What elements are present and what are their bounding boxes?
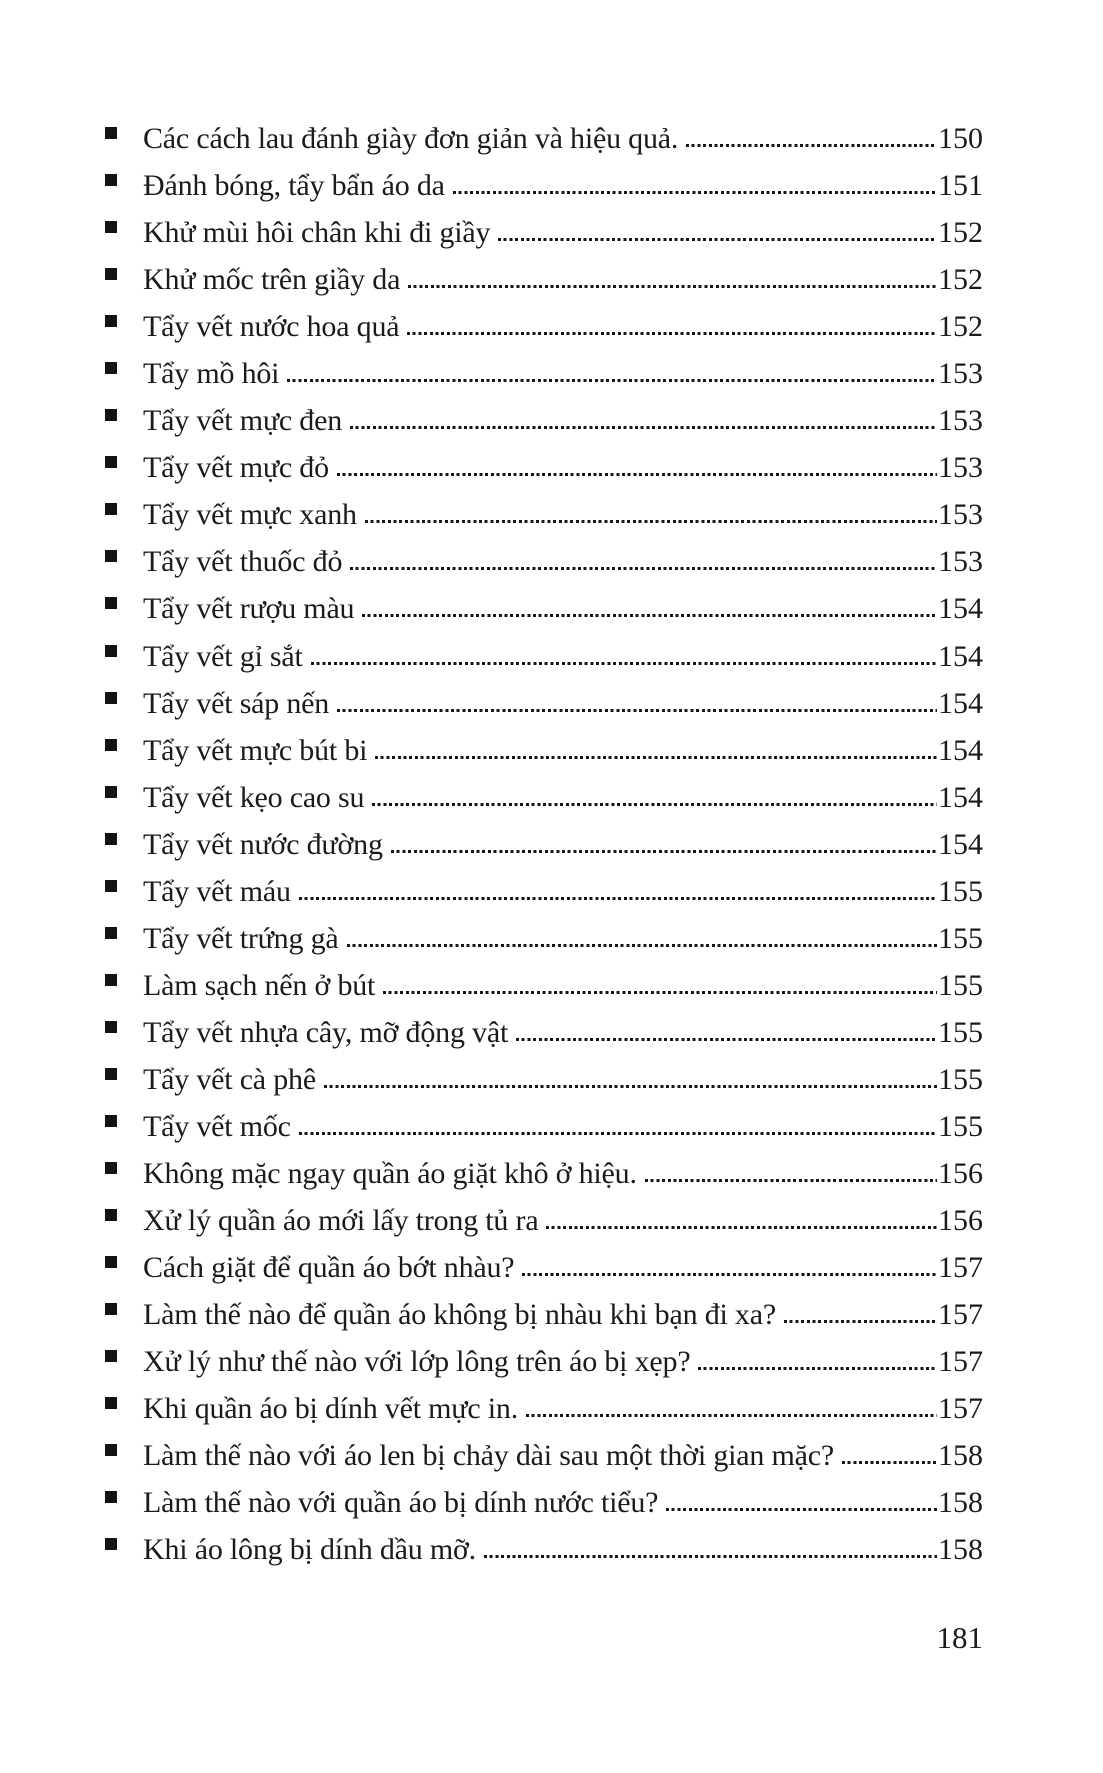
toc-entry-label: Tẩy vết thuốc đỏ	[143, 545, 343, 579]
toc-entry-page-number: 158	[938, 1533, 983, 1567]
toc-entry	[105, 212, 983, 259]
dot-leader	[784, 1320, 937, 1323]
dot-leader	[337, 473, 937, 476]
toc-entry	[105, 965, 983, 1012]
toc-entry-page-number: 154	[938, 780, 983, 814]
toc-entry-page-number: 150	[938, 122, 983, 155]
dot-leader	[347, 944, 938, 947]
toc-entry	[105, 730, 983, 777]
toc-entry-label: Tẩy vết sáp nến	[143, 686, 330, 720]
dot-leader	[350, 426, 937, 429]
bullet-square-icon	[105, 786, 117, 798]
dot-leader	[375, 756, 937, 759]
toc-entry-page-number: 155	[938, 921, 983, 955]
toc-entry-label: Làm sạch nến ở bút	[143, 968, 376, 1002]
toc-entry-label: Tẩy vết mực xanh	[143, 498, 357, 532]
bullet-square-icon	[105, 597, 117, 609]
toc-entry	[105, 918, 983, 965]
toc-entry-page-number: 151	[938, 169, 983, 203]
toc-entry	[105, 306, 983, 353]
dot-leader	[299, 897, 937, 900]
bullet-square-icon	[105, 550, 117, 562]
dot-leader	[299, 1132, 937, 1135]
toc-entry	[105, 777, 983, 824]
toc-entry	[105, 1059, 983, 1106]
bullet-square-icon	[105, 1538, 117, 1550]
toc-entry-label: Tẩy vết mực bút bi	[143, 733, 368, 767]
toc-entry	[105, 683, 983, 730]
toc-entry-label: Tẩy mồ hôi	[143, 357, 280, 391]
toc-entry-page-number: 155	[938, 1015, 983, 1049]
toc-entry	[105, 165, 983, 212]
dot-leader	[365, 520, 937, 523]
bullet-square-icon	[105, 1444, 117, 1456]
toc-entry-page-number: 152	[938, 263, 983, 297]
bullet-square-icon	[105, 927, 117, 939]
toc-entry-page-number: 155	[938, 1062, 983, 1096]
dot-leader	[311, 662, 937, 665]
toc-entry-label: Đánh bóng, tẩy bẩn áo da	[143, 169, 445, 203]
toc-entry	[105, 1200, 983, 1247]
toc-entry	[105, 259, 983, 306]
bullet-square-icon	[105, 1350, 117, 1362]
bullet-square-icon	[105, 503, 117, 515]
toc-entry-label: Tẩy vết mực đen	[143, 404, 343, 438]
toc-entry-page-number: 153	[938, 451, 983, 485]
toc-entry-label: Làm thế nào để quần áo không bị nhàu khi bạn đi xa?	[143, 1298, 776, 1332]
bullet-square-icon	[105, 174, 117, 186]
toc-entry-label: Tẩy vết rượu màu	[143, 592, 355, 626]
bullet-square-icon	[105, 409, 117, 421]
bullet-square-icon	[105, 1256, 117, 1268]
toc-entry	[105, 541, 983, 588]
dot-leader	[350, 567, 937, 570]
toc-entry-page-number: 153	[938, 498, 983, 532]
toc-entry	[105, 1153, 983, 1200]
toc-entry-page-number: 152	[938, 310, 983, 344]
toc-entry-label: Tẩy vết cà phê	[143, 1062, 316, 1096]
toc-entry-label: Tẩy vết nhựa cây, mỡ động vật	[143, 1015, 509, 1049]
bullet-square-icon	[105, 645, 117, 657]
toc-entry-label: Tẩy vết gỉ sắt	[143, 639, 303, 673]
toc-entry	[105, 1106, 983, 1153]
toc-entry-page-number: 153	[938, 545, 983, 579]
toc-entry	[105, 588, 983, 635]
toc-entry-label: Làm thế nào với quần áo bị dính nước tiểu?	[143, 1486, 659, 1520]
dot-leader	[686, 144, 937, 147]
bullet-square-icon	[105, 315, 117, 327]
dot-leader	[372, 803, 937, 806]
toc-list	[105, 118, 983, 1576]
bullet-square-icon	[105, 1303, 117, 1315]
folio-page-number: 181	[936, 1620, 983, 1655]
toc-entry-page-number: 154	[938, 686, 983, 720]
toc-entry	[105, 1482, 983, 1529]
toc-entry	[105, 400, 983, 447]
toc-entry-page-number: 155	[938, 968, 983, 1002]
toc-entry-label: Làm thế nào với áo len bị chảy dài sau một thời gian mặc?	[143, 1439, 834, 1473]
dot-leader	[666, 1508, 937, 1511]
toc-entry-label: Các cách lau đánh giày đơn giản và hiệu quả.	[143, 122, 679, 155]
toc-entry-page-number: 154	[938, 639, 983, 673]
toc-entry	[105, 353, 983, 400]
toc-entry-page-number: 156	[938, 1157, 983, 1191]
toc-entry-page-number: 157	[938, 1298, 983, 1332]
toc-entry-label: Tẩy vết nước đường	[143, 827, 383, 861]
toc-entry-page-number: 156	[938, 1204, 983, 1238]
toc-entry	[105, 1435, 983, 1482]
bullet-square-icon	[105, 692, 117, 704]
bullet-square-icon	[105, 1162, 117, 1174]
dot-leader	[546, 1226, 937, 1229]
toc-entry-page-number: 153	[938, 357, 983, 391]
toc-entry-label: Tẩy vết nước hoa quả	[143, 310, 400, 344]
toc-entry-label: Tẩy vết máu	[143, 874, 291, 908]
bullet-square-icon	[105, 221, 117, 233]
toc-entry	[105, 494, 983, 541]
dot-leader	[407, 332, 937, 335]
bullet-square-icon	[105, 1397, 117, 1409]
toc-entry-label: Tẩy vết mực đỏ	[143, 451, 329, 485]
bullet-square-icon	[105, 1209, 117, 1221]
dot-leader	[391, 850, 937, 853]
toc-entry-label: Cách giặt để quần áo bớt nhàu?	[143, 1251, 515, 1285]
toc-entry	[105, 636, 983, 683]
bullet-square-icon	[105, 1021, 117, 1033]
dot-leader	[842, 1461, 937, 1464]
toc-entry	[105, 1247, 983, 1294]
bullet-square-icon	[105, 127, 117, 139]
toc-entry	[105, 824, 983, 871]
toc-entry	[105, 1388, 983, 1435]
bullet-square-icon	[105, 1491, 117, 1503]
toc-entry	[105, 1529, 983, 1576]
dot-leader	[408, 285, 937, 288]
toc-entry-label: Tẩy vết mốc	[143, 1109, 291, 1143]
toc-entry-page-number: 154	[938, 733, 983, 767]
dot-leader	[453, 191, 937, 194]
toc-entry	[105, 447, 983, 494]
toc-entry-page-number: 157	[938, 1251, 983, 1285]
dot-leader	[698, 1367, 937, 1370]
bullet-square-icon	[105, 268, 117, 280]
toc-entry-label: Khi quần áo bị dính vết mực in.	[143, 1392, 518, 1426]
toc-entry-label: Xử lý quần áo mới lấy trong tủ ra	[143, 1204, 539, 1238]
toc-entry-page-number: 157	[938, 1392, 983, 1426]
toc-entry	[105, 1012, 983, 1059]
dot-leader	[383, 991, 937, 994]
bullet-square-icon	[105, 880, 117, 892]
toc-entry-label: Khử mùi hôi chân khi đi giầy	[143, 216, 491, 250]
bullet-square-icon	[105, 833, 117, 845]
toc-entry-label: Tẩy vết kẹo cao su	[143, 780, 365, 814]
toc-entry-page-number: 158	[938, 1439, 983, 1473]
toc-entry-label: Tẩy vết trứng gà	[143, 921, 339, 955]
toc-entry-page-number: 158	[938, 1486, 983, 1520]
dot-leader	[522, 1273, 937, 1276]
bullet-square-icon	[105, 362, 117, 374]
toc-entry-page-number: 157	[938, 1345, 983, 1379]
toc-entry	[105, 1341, 983, 1388]
bullet-square-icon	[105, 1068, 117, 1080]
toc-entry-label: Khi áo lông bị dính dầu mỡ.	[143, 1533, 476, 1567]
dot-leader	[516, 1038, 937, 1041]
toc-entry	[105, 1294, 983, 1341]
dot-leader	[484, 1555, 937, 1558]
toc-entry-page-number: 154	[938, 827, 983, 861]
toc-entry-label: Khử mốc trên giầy da	[143, 263, 401, 297]
dot-leader	[324, 1085, 937, 1088]
dot-leader	[645, 1179, 937, 1182]
dot-leader	[337, 709, 937, 712]
toc-entry-page-number: 153	[938, 404, 983, 438]
bullet-square-icon	[105, 456, 117, 468]
toc-entry-label: Xử lý như thế nào với lớp lông trên áo bị xẹp?	[143, 1345, 691, 1379]
toc-entry-page-number: 155	[938, 1109, 983, 1143]
toc-entry-page-number: 152	[938, 216, 983, 250]
dot-leader	[498, 238, 937, 241]
bullet-square-icon	[105, 1115, 117, 1127]
dot-leader	[526, 1414, 937, 1417]
dot-leader	[287, 379, 937, 382]
dot-leader	[362, 614, 937, 617]
toc-entry	[105, 871, 983, 918]
toc-entry	[105, 118, 983, 165]
toc-entry-label: Không mặc ngay quần áo giặt khô ở hiệu.	[143, 1157, 637, 1191]
bullet-square-icon	[105, 974, 117, 986]
toc-entry-page-number: 154	[938, 592, 983, 626]
toc-entry-page-number: 155	[938, 874, 983, 908]
bullet-square-icon	[105, 739, 117, 751]
